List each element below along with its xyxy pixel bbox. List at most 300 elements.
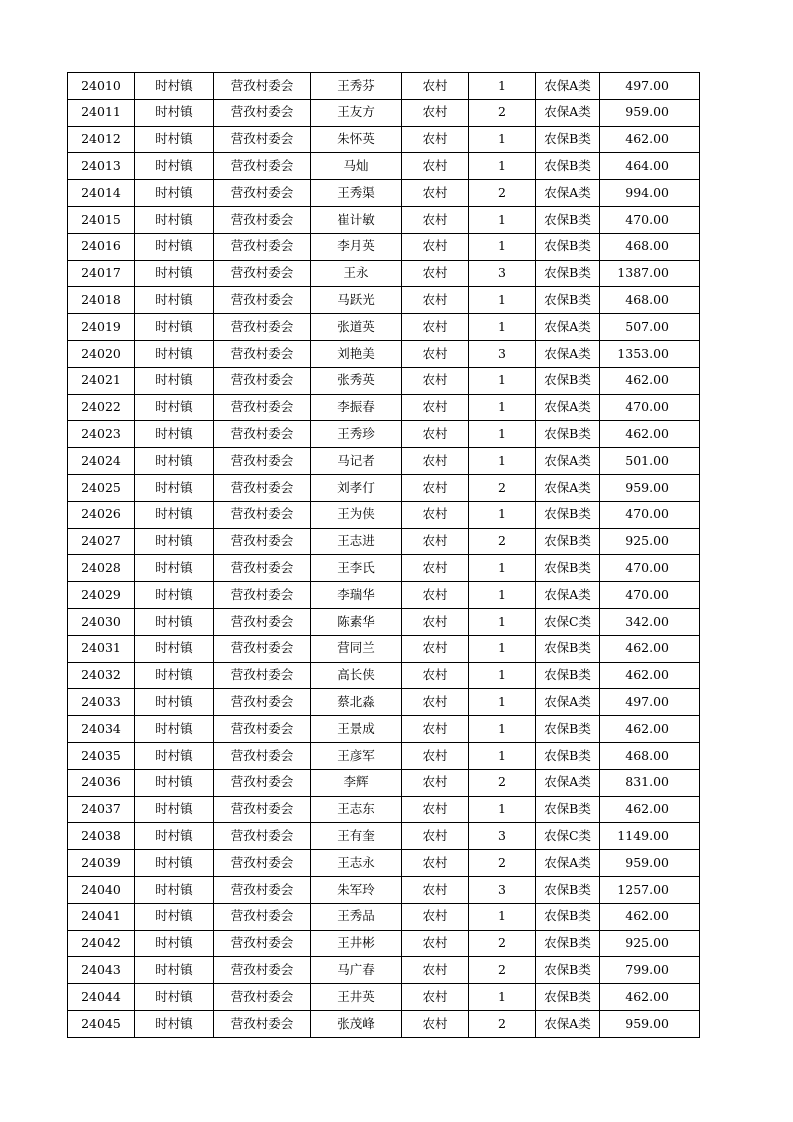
village-committee-cell: 营孜村委会 [214,501,311,528]
table-row [68,984,700,1011]
record-id-cell: 24011 [68,99,135,126]
household-count-cell: 1 [469,903,536,930]
record-id-cell: 24012 [68,126,135,153]
insurance-category-cell: 农保B类 [536,635,600,662]
amount-cell: 959.00 [600,850,700,877]
area-type-cell: 农村 [402,394,469,421]
amount-cell: 925.00 [600,930,700,957]
table-row [68,769,700,796]
record-id-cell: 24030 [68,608,135,635]
person-name-cell: 李辉 [311,769,402,796]
area-type-cell: 农村 [402,876,469,903]
person-name-cell: 王秀渠 [311,180,402,207]
table-row [68,126,700,153]
insurance-category-cell: 农保B类 [536,287,600,314]
amount-cell: 462.00 [600,126,700,153]
village-committee-cell: 营孜村委会 [214,153,311,180]
table-row [68,635,700,662]
village-committee-cell: 营孜村委会 [214,180,311,207]
household-count-cell: 1 [469,555,536,582]
village-committee-cell: 营孜村委会 [214,689,311,716]
household-count-cell: 1 [469,421,536,448]
area-type-cell: 农村 [402,126,469,153]
village-committee-cell: 营孜村委会 [214,233,311,260]
insurance-category-cell: 农保A类 [536,180,600,207]
area-type-cell: 农村 [402,957,469,984]
insurance-category-cell: 农保B类 [536,555,600,582]
area-type-cell: 农村 [402,233,469,260]
roster-table [67,72,700,1038]
area-type-cell: 农村 [402,153,469,180]
household-count-cell: 1 [469,126,536,153]
person-name-cell: 王井彬 [311,930,402,957]
household-count-cell: 2 [469,930,536,957]
record-id-cell: 24015 [68,206,135,233]
record-id-cell: 24045 [68,1010,135,1037]
village-committee-cell: 营孜村委会 [214,608,311,635]
record-id-cell: 24025 [68,474,135,501]
person-name-cell: 朱怀英 [311,126,402,153]
village-committee-cell: 营孜村委会 [214,528,311,555]
table-row [68,206,700,233]
person-name-cell: 李月英 [311,233,402,260]
person-name-cell: 崔计敏 [311,206,402,233]
household-count-cell: 1 [469,501,536,528]
record-id-cell: 24036 [68,769,135,796]
record-id-cell: 24024 [68,448,135,475]
insurance-category-cell: 农保B类 [536,796,600,823]
table-row [68,742,700,769]
area-type-cell: 农村 [402,99,469,126]
amount-cell: 799.00 [600,957,700,984]
amount-cell: 470.00 [600,555,700,582]
table-row [68,260,700,287]
insurance-category-cell: 农保C类 [536,823,600,850]
record-id-cell: 24043 [68,957,135,984]
table-row [68,448,700,475]
town-cell: 时村镇 [135,823,214,850]
insurance-category-cell: 农保B类 [536,903,600,930]
village-committee-cell: 营孜村委会 [214,850,311,877]
insurance-category-cell: 农保B类 [536,233,600,260]
person-name-cell: 张秀英 [311,367,402,394]
village-committee-cell: 营孜村委会 [214,796,311,823]
record-id-cell: 24023 [68,421,135,448]
town-cell: 时村镇 [135,474,214,501]
insurance-category-cell: 农保B类 [536,153,600,180]
table-row [68,876,700,903]
table-row [68,796,700,823]
village-committee-cell: 营孜村委会 [214,555,311,582]
area-type-cell: 农村 [402,474,469,501]
household-count-cell: 2 [469,474,536,501]
household-count-cell: 1 [469,742,536,769]
table-row [68,474,700,501]
town-cell: 时村镇 [135,180,214,207]
household-count-cell: 1 [469,448,536,475]
table-row [68,689,700,716]
village-committee-cell: 营孜村委会 [214,260,311,287]
village-committee-cell: 营孜村委会 [214,126,311,153]
table-row [68,340,700,367]
person-name-cell: 高长侠 [311,662,402,689]
person-name-cell: 王李氏 [311,555,402,582]
area-type-cell: 农村 [402,314,469,341]
area-type-cell: 农村 [402,555,469,582]
town-cell: 时村镇 [135,850,214,877]
table-row [68,716,700,743]
insurance-category-cell: 农保A类 [536,474,600,501]
insurance-category-cell: 农保A类 [536,340,600,367]
household-count-cell: 2 [469,99,536,126]
town-cell: 时村镇 [135,689,214,716]
household-count-cell: 3 [469,823,536,850]
town-cell: 时村镇 [135,394,214,421]
person-name-cell: 王志进 [311,528,402,555]
person-name-cell: 刘孝仃 [311,474,402,501]
table-row [68,153,700,180]
record-id-cell: 24014 [68,180,135,207]
record-id-cell: 24017 [68,260,135,287]
town-cell: 时村镇 [135,448,214,475]
household-count-cell: 1 [469,153,536,180]
area-type-cell: 农村 [402,421,469,448]
town-cell: 时村镇 [135,876,214,903]
village-committee-cell: 营孜村委会 [214,206,311,233]
town-cell: 时村镇 [135,608,214,635]
town-cell: 时村镇 [135,555,214,582]
household-count-cell: 2 [469,180,536,207]
insurance-category-cell: 农保B类 [536,876,600,903]
insurance-category-cell: 农保A类 [536,448,600,475]
household-count-cell: 1 [469,796,536,823]
record-id-cell: 24027 [68,528,135,555]
household-count-cell: 1 [469,635,536,662]
record-id-cell: 24032 [68,662,135,689]
household-count-cell: 3 [469,260,536,287]
town-cell: 时村镇 [135,796,214,823]
person-name-cell: 王彦军 [311,742,402,769]
village-committee-cell: 营孜村委会 [214,930,311,957]
record-id-cell: 24026 [68,501,135,528]
area-type-cell: 农村 [402,340,469,367]
town-cell: 时村镇 [135,126,214,153]
area-type-cell: 农村 [402,769,469,796]
area-type-cell: 农村 [402,608,469,635]
person-name-cell: 王秀品 [311,903,402,930]
village-committee-cell: 营孜村委会 [214,340,311,367]
village-committee-cell: 营孜村委会 [214,984,311,1011]
town-cell: 时村镇 [135,287,214,314]
person-name-cell: 王友方 [311,99,402,126]
amount-cell: 1353.00 [600,340,700,367]
household-count-cell: 1 [469,582,536,609]
amount-cell: 468.00 [600,742,700,769]
area-type-cell: 农村 [402,662,469,689]
village-committee-cell: 营孜村委会 [214,73,311,100]
town-cell: 时村镇 [135,716,214,743]
village-committee-cell: 营孜村委会 [214,474,311,501]
record-id-cell: 24016 [68,233,135,260]
household-count-cell: 1 [469,716,536,743]
household-count-cell: 1 [469,662,536,689]
insurance-category-cell: 农保B类 [536,528,600,555]
town-cell: 时村镇 [135,99,214,126]
table-row [68,180,700,207]
table-row [68,528,700,555]
area-type-cell: 农村 [402,448,469,475]
insurance-category-cell: 农保B类 [536,930,600,957]
record-id-cell: 24029 [68,582,135,609]
town-cell: 时村镇 [135,582,214,609]
amount-cell: 501.00 [600,448,700,475]
area-type-cell: 农村 [402,796,469,823]
village-committee-cell: 营孜村委会 [214,448,311,475]
person-name-cell: 张道英 [311,314,402,341]
insurance-category-cell: 农保B类 [536,421,600,448]
table-row [68,367,700,394]
town-cell: 时村镇 [135,957,214,984]
person-name-cell: 蔡北淼 [311,689,402,716]
record-id-cell: 24022 [68,394,135,421]
person-name-cell: 陈素华 [311,608,402,635]
person-name-cell: 刘艳美 [311,340,402,367]
amount-cell: 462.00 [600,716,700,743]
record-id-cell: 24041 [68,903,135,930]
village-committee-cell: 营孜村委会 [214,876,311,903]
household-count-cell: 2 [469,850,536,877]
person-name-cell: 李振春 [311,394,402,421]
table-row [68,555,700,582]
record-id-cell: 24037 [68,796,135,823]
record-id-cell: 24033 [68,689,135,716]
town-cell: 时村镇 [135,153,214,180]
table-row [68,930,700,957]
area-type-cell: 农村 [402,528,469,555]
household-count-cell: 1 [469,73,536,100]
village-committee-cell: 营孜村委会 [214,635,311,662]
town-cell: 时村镇 [135,73,214,100]
insurance-category-cell: 农保A类 [536,73,600,100]
record-id-cell: 24038 [68,823,135,850]
town-cell: 时村镇 [135,984,214,1011]
table-row [68,903,700,930]
town-cell: 时村镇 [135,635,214,662]
table-row [68,394,700,421]
insurance-category-cell: 农保A类 [536,769,600,796]
table-row [68,850,700,877]
record-id-cell: 24013 [68,153,135,180]
village-committee-cell: 营孜村委会 [214,99,311,126]
household-count-cell: 2 [469,769,536,796]
table-row [68,608,700,635]
area-type-cell: 农村 [402,930,469,957]
table-row [68,582,700,609]
insurance-category-cell: 农保A类 [536,582,600,609]
insurance-category-cell: 农保A类 [536,99,600,126]
person-name-cell: 王井英 [311,984,402,1011]
amount-cell: 959.00 [600,99,700,126]
area-type-cell: 农村 [402,689,469,716]
household-count-cell: 1 [469,984,536,1011]
amount-cell: 1149.00 [600,823,700,850]
insurance-category-cell: 农保B类 [536,260,600,287]
person-name-cell: 朱军玲 [311,876,402,903]
village-committee-cell: 营孜村委会 [214,367,311,394]
area-type-cell: 农村 [402,260,469,287]
table-row [68,823,700,850]
person-name-cell: 王志东 [311,796,402,823]
village-committee-cell: 营孜村委会 [214,314,311,341]
insurance-category-cell: 农保B类 [536,984,600,1011]
table-row [68,662,700,689]
household-count-cell: 1 [469,608,536,635]
amount-cell: 464.00 [600,153,700,180]
insurance-category-cell: 农保B类 [536,957,600,984]
amount-cell: 470.00 [600,501,700,528]
household-count-cell: 2 [469,957,536,984]
record-id-cell: 24042 [68,930,135,957]
person-name-cell: 王有奎 [311,823,402,850]
record-id-cell: 24028 [68,555,135,582]
household-count-cell: 3 [469,876,536,903]
area-type-cell: 农村 [402,742,469,769]
insurance-category-cell: 农保A类 [536,394,600,421]
amount-cell: 468.00 [600,233,700,260]
amount-cell: 959.00 [600,474,700,501]
village-committee-cell: 营孜村委会 [214,742,311,769]
record-id-cell: 24031 [68,635,135,662]
area-type-cell: 农村 [402,850,469,877]
area-type-cell: 农村 [402,903,469,930]
amount-cell: 462.00 [600,367,700,394]
amount-cell: 925.00 [600,528,700,555]
amount-cell: 497.00 [600,73,700,100]
person-name-cell: 张茂峰 [311,1010,402,1037]
village-committee-cell: 营孜村委会 [214,903,311,930]
person-name-cell: 李瑞华 [311,582,402,609]
town-cell: 时村镇 [135,367,214,394]
household-count-cell: 2 [469,1010,536,1037]
area-type-cell: 农村 [402,73,469,100]
person-name-cell: 马广春 [311,957,402,984]
record-id-cell: 24040 [68,876,135,903]
person-name-cell: 马记者 [311,448,402,475]
insurance-category-cell: 农保B类 [536,126,600,153]
village-committee-cell: 营孜村委会 [214,1010,311,1037]
area-type-cell: 农村 [402,635,469,662]
insurance-category-cell: 农保C类 [536,608,600,635]
insurance-category-cell: 农保B类 [536,367,600,394]
amount-cell: 1387.00 [600,260,700,287]
amount-cell: 507.00 [600,314,700,341]
area-type-cell: 农村 [402,287,469,314]
person-name-cell: 王秀珍 [311,421,402,448]
amount-cell: 470.00 [600,394,700,421]
person-name-cell: 王永 [311,260,402,287]
amount-cell: 462.00 [600,662,700,689]
table-row [68,1010,700,1037]
village-committee-cell: 营孜村委会 [214,662,311,689]
amount-cell: 497.00 [600,689,700,716]
village-committee-cell: 营孜村委会 [214,421,311,448]
town-cell: 时村镇 [135,930,214,957]
table-row [68,314,700,341]
household-count-cell: 1 [469,367,536,394]
amount-cell: 959.00 [600,1010,700,1037]
area-type-cell: 农村 [402,823,469,850]
record-id-cell: 24035 [68,742,135,769]
town-cell: 时村镇 [135,421,214,448]
town-cell: 时村镇 [135,903,214,930]
town-cell: 时村镇 [135,314,214,341]
village-committee-cell: 营孜村委会 [214,823,311,850]
town-cell: 时村镇 [135,206,214,233]
amount-cell: 462.00 [600,903,700,930]
record-id-cell: 24018 [68,287,135,314]
amount-cell: 462.00 [600,421,700,448]
household-count-cell: 3 [469,340,536,367]
person-name-cell: 王景成 [311,716,402,743]
town-cell: 时村镇 [135,528,214,555]
household-count-cell: 1 [469,206,536,233]
amount-cell: 831.00 [600,769,700,796]
table-row [68,99,700,126]
record-id-cell: 24034 [68,716,135,743]
area-type-cell: 农村 [402,582,469,609]
village-committee-cell: 营孜村委会 [214,716,311,743]
town-cell: 时村镇 [135,1010,214,1037]
amount-cell: 462.00 [600,796,700,823]
insurance-category-cell: 农保A类 [536,314,600,341]
town-cell: 时村镇 [135,260,214,287]
table-row [68,501,700,528]
amount-cell: 1257.00 [600,876,700,903]
amount-cell: 342.00 [600,608,700,635]
record-id-cell: 24021 [68,367,135,394]
table-row [68,73,700,100]
area-type-cell: 农村 [402,180,469,207]
record-id-cell: 24010 [68,73,135,100]
household-count-cell: 1 [469,394,536,421]
insurance-category-cell: 农保B类 [536,206,600,233]
record-id-cell: 24044 [68,984,135,1011]
table-row [68,957,700,984]
village-committee-cell: 营孜村委会 [214,394,311,421]
amount-cell: 462.00 [600,984,700,1011]
area-type-cell: 农村 [402,1010,469,1037]
insurance-category-cell: 农保B类 [536,662,600,689]
amount-cell: 470.00 [600,582,700,609]
amount-cell: 462.00 [600,635,700,662]
person-name-cell: 王秀芬 [311,73,402,100]
town-cell: 时村镇 [135,742,214,769]
insurance-category-cell: 农保A类 [536,1010,600,1037]
person-name-cell: 王志永 [311,850,402,877]
village-committee-cell: 营孜村委会 [214,769,311,796]
person-name-cell: 马跃光 [311,287,402,314]
area-type-cell: 农村 [402,716,469,743]
insurance-category-cell: 农保A类 [536,689,600,716]
area-type-cell: 农村 [402,367,469,394]
household-count-cell: 1 [469,689,536,716]
household-count-cell: 1 [469,314,536,341]
village-committee-cell: 营孜村委会 [214,582,311,609]
table-row [68,287,700,314]
insurance-category-cell: 农保B类 [536,742,600,769]
area-type-cell: 农村 [402,501,469,528]
household-count-cell: 1 [469,233,536,260]
